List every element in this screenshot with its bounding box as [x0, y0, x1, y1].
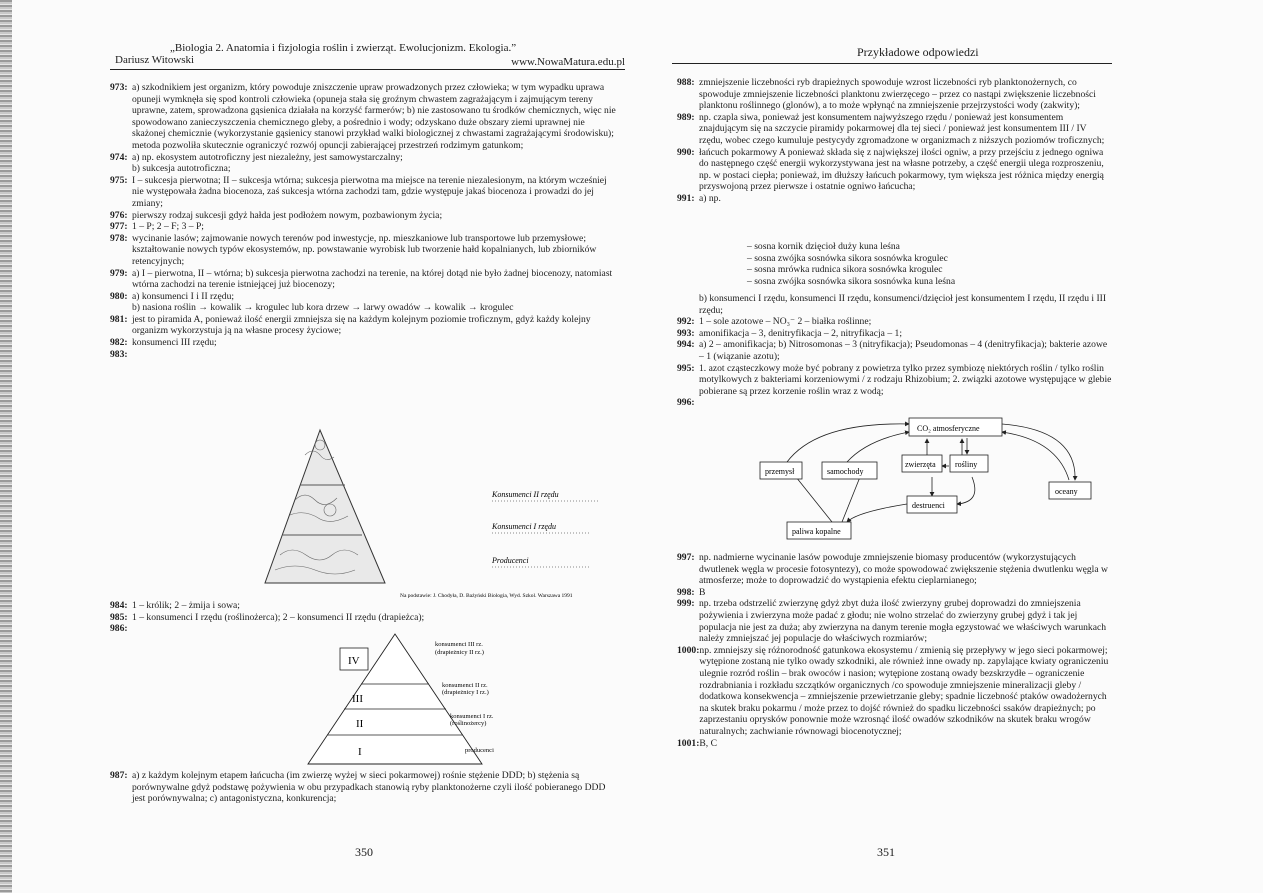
answer-text: b) sukcesja autotroficzna;	[132, 163, 231, 175]
food-chain-item: – sosna zwójka sosnówka sikora sosnówka krogulec	[747, 252, 948, 264]
answer-entry	[677, 397, 1112, 409]
pyramid-level-4: I	[358, 746, 362, 758]
pyramid-level-label: konsumenci II rz.	[442, 682, 488, 689]
answer-entry	[677, 339, 1112, 362]
arrow-industry-co2	[787, 424, 909, 462]
answer-entry	[110, 314, 620, 337]
pyramid-level-label: konsumenci I rz.	[450, 713, 494, 720]
answer-entry	[110, 600, 620, 612]
pyramid-level-label: (drapieżnicy I rz.)	[442, 689, 489, 696]
answer-number: 995:	[677, 362, 695, 374]
right-header-title: Przykładowe odpowiedzi	[857, 45, 979, 59]
cars-label: samochody	[827, 467, 864, 476]
answer-text: pierwszy rodzaj sukcesji gdyż hałda jest podłożem nowym, pozbawionym życia;	[132, 209, 443, 221]
left-header-author: Dariusz Witowski	[115, 54, 195, 66]
answer-text: wycinanie lasów; zajmowanie nowych terenów pod inwestycje, np. mieszkaniowe lub transportowe lub przemysłowe; kształtowanie nowych typów ekosystemów, np. powstawanie wyrobisk lub tworzenie hałd kopalnianych, lub zbiorników retencyjnych;	[132, 232, 597, 267]
pyramid-level-1: IV	[348, 655, 360, 667]
answer-text: np. czapla siwa, ponieważ jest konsumentem najwyższego rzędu / ponieważ jest konsumentem znajdującym się na szczycie piramidy pokarmowej dla tej sieci / ponieważ jest konsumentem III / IV rzędu, wobec czego kumuluje pestycydy zgromadzone w organizmach z niższych poziomów troficznych;	[699, 111, 1105, 146]
answer-number: 984:	[110, 600, 128, 611]
answer-entry	[110, 268, 620, 291]
answer-entry	[110, 612, 620, 624]
arrow-plants-decomposers	[957, 477, 975, 504]
arrow-co2-ocean	[1002, 424, 1075, 480]
answer-text: a) szkodnikiem jest organizm, który powoduje zniszczenie upraw prowadzonych przez człowieka; w tym wypadku uprawa opuneji wymknęła się spod kontroli człowieka (opuneja stała się groźnym chwastem zagrażającym i zajmującym tereny uprawne, zatem, sprowadzona gąsienica działała na korzyść farmerów; b) nie zastosowano tu środków chemicznych, więc nie spowodowano zanieczyszczenia chemicznego gleby, a pośrednio i wody; odzyskano duże obszary ziemi uprawnej nie skażonej chemicznie (wykorzystanie gąsienicy stanowi przykład walki biologicznej z chwastami zagrażającymi środowisku); metoda pozwoliła skutecznie ograniczyć rozwój opuncji zabierającej przestrzeń rodzimym gatunkom;	[132, 82, 616, 151]
left-entries	[110, 82, 620, 360]
animals-label: zwierzęta	[905, 460, 936, 469]
arrow-decomposers-fuel	[847, 504, 907, 522]
answer-number: 976:	[110, 209, 128, 221]
answer-number: 993:	[677, 327, 695, 339]
answer-entry	[677, 147, 1112, 193]
answer-text: np. nadmierne wycinanie lasów powoduje zmniejszenie biomasy producentów (wykorzystujących dwutlenek węgla w procesie fotosyntezy), co może spowodować zwiększenie stężenia dwutlenku węgla w atmosferze; może to doprowadzić do wystąpienia efektu cieplarnianego;	[699, 552, 1108, 587]
answer-entry	[677, 316, 1112, 328]
right-entries	[677, 77, 1112, 205]
answer-number	[110, 163, 132, 175]
answer-entry	[110, 233, 620, 268]
answer-entry	[677, 645, 1112, 738]
answer-text	[699, 397, 1112, 409]
answer-number	[110, 302, 132, 314]
answer-entry	[110, 349, 620, 361]
food-chain-list	[747, 241, 1107, 287]
answer-entry	[677, 112, 1112, 147]
answer-entry	[110, 291, 620, 303]
food-chain-item: – sosna mrówka rudnica sikora sosnówka krogulec	[747, 264, 943, 276]
pyramid-level-label: (drapieżnicy II rz.)	[435, 649, 484, 656]
right-entries-c	[677, 552, 1112, 749]
answer-entry	[677, 363, 1112, 398]
answer-text: 1. azot cząsteczkowy może być pobrany z powietrza tylko przez symbiozę niektórych roślin / tylko roślin motylkowych z bakteriami korzeniowymi / z rodzaju Rhizobium; 2. związki azotowe występujące w glebie pobierane są przez korzenie roślin wraz z wodą;	[699, 362, 1112, 397]
arrow-ocean-co2	[1002, 432, 1069, 480]
answer-number: 975:	[110, 174, 128, 186]
answer-text: b) konsumenci I rzędu, konsumenci II rzędu, konsumenci/dzięcioł jest konsumentem I rzędu, II rzędu i III rzędu;	[699, 293, 1107, 316]
answer-number: 990:	[677, 146, 695, 158]
left-header-title: „Biologia 2. Anatomia i fizjologia roślin i zwierząt. Ewolucjonizm. Ekologia.”	[170, 42, 517, 54]
left-page-number: 350	[355, 845, 373, 859]
answer-entry	[677, 77, 1112, 112]
energy-pyramid-figure	[270, 632, 530, 767]
answer-number: 973:	[110, 82, 128, 93]
industry-label: przemysł	[765, 467, 795, 476]
right-page-number: 351	[877, 845, 895, 859]
pyramid-level-2: III	[352, 693, 363, 705]
pyramid-label-consumers-1: Konsumenci I rzędu	[492, 522, 556, 531]
answer-number: 979:	[110, 267, 128, 279]
right-page	[672, 0, 1112, 893]
answer-number: 996:	[677, 397, 695, 409]
answer-entry	[110, 221, 620, 233]
answer-number: 997:	[677, 552, 695, 563]
answer-entry	[677, 738, 1112, 750]
answer-text: a) np. ekosystem autotroficzny jest niezależny, jest samowystarczalny;	[132, 151, 403, 163]
right-entries-b	[677, 293, 1112, 409]
answer-number: 989:	[677, 111, 695, 123]
answer-text: B	[699, 586, 706, 598]
answer-entry	[677, 293, 1112, 316]
answer-text: 1 – P; 2 – F; 3 – P;	[132, 221, 204, 233]
answer-entry	[110, 152, 620, 164]
answer-number: 977:	[110, 221, 128, 233]
arrow-cars-co2	[847, 432, 909, 462]
answer-text: b) nasiona roślin → kowalik → krogulec lub kora drzew → larwy owadów → kowalik → krogulec	[132, 302, 514, 314]
answer-text: B, C	[699, 737, 717, 749]
answer-number: 991:	[677, 192, 695, 204]
food-chain-item: – sosna zwójka sosnówka sikora sosnówka kuna leśna	[747, 275, 956, 287]
decomposers-label: destruenci	[912, 501, 945, 510]
carbon-cycle-diagram	[757, 410, 1107, 550]
answer-text: amonifikacja – 3, denitryfikacja – 2, nitryfikacja – 1;	[699, 327, 902, 339]
answer-number: 1001:	[677, 737, 700, 749]
answer-text: a) I – pierwotna, II – wtórna; b) sukcesja pierwotna zachodzi na terenie, na której dotąd nie było żadnej biocenozy, natomiast wtórna zachodzi na terenie istniejącej już biocenozy;	[132, 267, 613, 291]
answer-text: 1 – królik; 2 – żmija i sowa;	[132, 600, 240, 611]
answer-number: 983:	[110, 348, 128, 360]
answer-text: a) konsumenci I i II rzędu;	[132, 290, 235, 302]
plants-label: rośliny	[955, 460, 978, 469]
answer-number: 998:	[677, 586, 695, 598]
answer-number: 985:	[110, 611, 128, 623]
answer-text	[132, 349, 620, 361]
left-header-rule	[110, 69, 625, 70]
left-entries-b	[110, 600, 620, 635]
answer-entry	[110, 302, 620, 314]
answer-text: np. trzeba odstrzelić zwierzynę gdyż zbyt duża ilość zwierzyny grubej doprowadzi do zmniejszenia pożywienia i zwierzyna może padać z głodu; nie wolno strzelać do zwierzyny grubej gdyż i tak jej populacja nie jest za duża; aby zwierzyna na danym terenie mogła egzystować we właściwych warunkach należy zmniejszać jej populacje do właściwych rozmiarów;	[699, 598, 1107, 645]
answer-number: 994:	[677, 339, 695, 351]
answer-entry	[677, 193, 1112, 205]
answer-entry	[110, 337, 620, 349]
answer-entry	[677, 598, 1112, 644]
pyramid-label-consumers-2: Konsumenci II rzędu	[492, 490, 559, 499]
fossil-fuel-label: paliwa kopalne	[792, 527, 841, 536]
left-entries-c	[110, 770, 620, 805]
answer-text: a) z każdym kolejnym etapem łańcucha (im zwierzę wyżej w sieci pokarmowej) rośnie stężenie DDD; b) stężenia są porównywalne gdyż podstawę pożywienia w obu przypadkach stanowią ryby planktonożerne czyli ilość pobieranego DDD jest porównywalna; c) antagonistyczna, konkurencja;	[132, 770, 606, 805]
answer-number: 992:	[677, 316, 695, 328]
answer-text: a) 2 – amonifikacja; b) Nitrosomonas – 3 (nitryfikacja); Pseudomonas – 4 (denitryfikacja); bakterie azowe – 1 (wiązanie azotu);	[699, 339, 1108, 362]
left-page	[110, 0, 625, 893]
answer-entry	[677, 552, 1112, 587]
food-chain-item: – sosna kornik dzięcioł duży kuna leśna	[747, 241, 900, 252]
answer-number: 981:	[110, 313, 128, 325]
answer-number	[677, 293, 699, 316]
answer-number: 974:	[110, 151, 128, 163]
answer-entry	[110, 770, 620, 805]
answer-number: 986:	[110, 623, 128, 635]
ocean-label: oceany	[1055, 487, 1078, 496]
pyramid-level-label: konsumenci III rz.	[435, 641, 483, 648]
arrow-fuel-cars	[842, 472, 862, 522]
co2-label: CO₂ atmosferyczne	[917, 424, 980, 433]
answer-entry	[110, 210, 620, 222]
answer-text: a) np.	[699, 192, 721, 204]
pyramid-level-label: (roślinożercy)	[450, 720, 487, 727]
answer-text: 1 – sole azotowe – NO₃⁻ 2 – białka roślinne;	[699, 316, 872, 328]
arrow-fuel-industry	[792, 472, 832, 522]
answer-text: jest to piramida A, ponieważ ilość energii zmniejsza się na każdym kolejnym poziomie troficznym, gdyż każdy kolejny organizm wykorzystuja ją na własne procesy życiowe;	[132, 313, 591, 337]
answer-number: 988:	[677, 77, 695, 88]
answer-entry	[110, 175, 620, 210]
answer-entry	[110, 163, 620, 175]
pyramid-level-3: II	[356, 718, 364, 730]
answer-entry	[110, 82, 620, 152]
pyramid-label-producers: Producenci	[492, 556, 529, 565]
answer-text: zmniejszenie liczebności ryb drapieżnych spowoduje wzrost liczebności ryb planktonożernych, co spowoduje zmniejszenie liczebności planktonu zwierzęcego – przez co nastąpi zwiększenie liczebności planktonu roślinnego (glonów), a to może wpłynąć na zmniejszenie przejrzystości wody (zakwity);	[699, 77, 1096, 112]
answer-number: 980:	[110, 290, 128, 302]
answer-text: 1 – konsumenci I rzędu (roślinożerca); 2 – konsumenci II rzędu (drapieżca);	[132, 611, 425, 623]
answer-number: 999:	[677, 598, 695, 610]
left-header-url: www.NowaMatura.edu.pl	[511, 56, 625, 68]
answer-number: 978:	[110, 232, 128, 244]
answer-text: I – sukcesja pierwotna; II – sukcesja wtórna; sukcesja pierwotna ma miejsce na terenie niezalesionym, na którym wcześniej nie występowała żadna biocenoza, zaś sukcesja wtórna zachodzi tam, gdzie występuje jakaś biocenoza i prowadzi do jej zmiany;	[132, 174, 607, 209]
answer-text: łańcuch pokarmowy A ponieważ składa się z największej ilości ogniw, a przy przejściu z jednego ogniwa do następnego część energii wykorzystywana jest na własne potrzeby, a część energii ulega rozproszeniu, np. w postaci ciepła; ponieważ, im dłuższy łańcuch pokarmowy, tym większa jest różnica między energią przyswojoną przez pierwsze i ostatnie ogniwo łańcucha;	[699, 146, 1104, 193]
scan-edge	[0, 0, 12, 893]
trophic-pyramid-figure	[260, 425, 600, 605]
right-header-rule	[672, 63, 1112, 64]
pyramid-level-label: producenci	[465, 747, 494, 754]
answer-entry	[677, 587, 1112, 599]
figure-caption: Na podstawie: J. Chodyła, D. Bażyński Biologia, Wyd. Szkol. Warszawa 1991	[400, 593, 573, 599]
answer-text: np. zmniejszy się różnorodność gatunkowa ekosystemu / zmienią się przepływy w jego sieci pokarmowej; wytępione zostaną nie tylko owady szkodniki, ale również inne owady np. zapylające kwiaty ograniczeniu ulegnie rozród roślin – brak owoców i nasion; wytępione zostaną owady bezskrzydłe – ograniczenie rozdrabniania i rozkładu szczątków organicznych /co spowoduje zmniejszenie mineralizacji gleby / dodatkowa konsekwencja – zmniejszenie przewietrzanie gleby; spadnie liczebność ptaków owadożernych na skutek braku pokarmu / może przez to dojść również do spadku liczebności ssaków drapieżnych; po zaprzestaniu oprysków ponownie może wzrosnąć ilość owadów szkodników na skutek braku wrogów naturalnych; zachwianie równowagi biocenotycznej;	[699, 644, 1109, 737]
answer-number: 982:	[110, 337, 128, 349]
answer-entry	[677, 328, 1112, 340]
answer-number: 1000:	[677, 644, 700, 656]
answer-number: 987:	[110, 770, 128, 781]
answer-text: konsumenci III rzędu;	[132, 337, 217, 349]
